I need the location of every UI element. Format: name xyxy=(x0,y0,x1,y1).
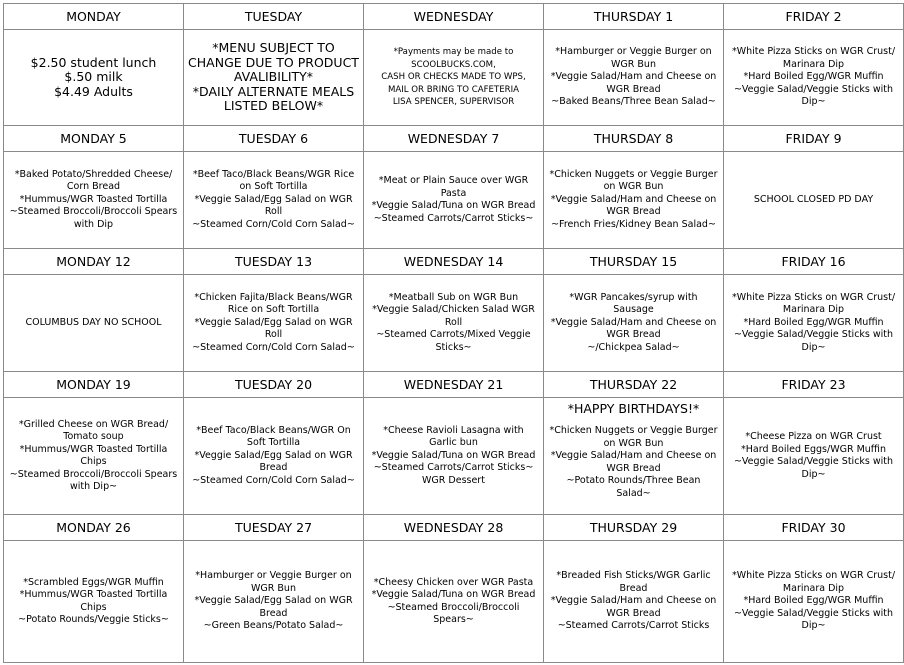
day-header-thursday: THURSDAY 22 xyxy=(544,372,724,398)
menu-cell-wednesday xyxy=(364,152,544,249)
menu-line: *Baked Potato/Shredded Cheese/ Corn Bread xyxy=(14,168,173,193)
menu-line: *Cheesy Chicken over WGR Pasta xyxy=(373,576,534,588)
menu-cell-tuesday xyxy=(184,152,364,249)
week-header-row xyxy=(4,372,904,398)
menu-line: *Veggie Salad/Egg Salad on WGR Roll xyxy=(194,193,353,218)
menu-line: *White Pizza Sticks on WGR Crust/ Marinara Dip xyxy=(731,46,896,70)
menu-line: *Scrambled Eggs/WGR Muffin xyxy=(23,576,164,588)
menu-line: *Chicken Fajita/Black Beans/WGR Rice on Soft Tortilla xyxy=(194,291,353,316)
menu-cell-friday xyxy=(724,398,904,515)
menu-cell-tuesday xyxy=(184,541,364,663)
menu-cell-monday xyxy=(4,398,184,515)
week-header-row xyxy=(4,126,904,152)
menu-line: ~/Chickpea Salad~ xyxy=(587,341,680,353)
menu-line: *Payments may be made to SCOOLBUCKS.COM, xyxy=(393,47,514,70)
week-header-row xyxy=(4,249,904,275)
menu-line: *Meatball Sub on WGR Bun xyxy=(388,291,519,303)
menu-line: ~Steamed Broccoli/Broccoli Spears with Dip xyxy=(9,206,178,230)
menu-line: *Meat or Plain Sauce over WGR Pasta xyxy=(378,175,529,199)
day-header-tuesday: TUESDAY 6 xyxy=(184,126,364,152)
menu-line: *Chicken Nuggets or Veggie Burger on WGR Bun xyxy=(549,425,718,449)
day-header-tuesday: TUESDAY 20 xyxy=(184,372,364,398)
day-header-wednesday: WEDNESDAY 14 xyxy=(364,249,544,275)
day-header-monday: MONDAY 5 xyxy=(4,126,184,152)
menu-line: ~Steamed Corn/Cold Corn Salad~ xyxy=(192,341,355,353)
menu-line: CASH OR CHECKS MADE TO WPS, xyxy=(381,72,526,83)
menu-line: ~Steamed Corn/Cold Corn Salad~ xyxy=(192,474,355,486)
menu-line: *Veggie Salad/Egg Salad on WGR Bread xyxy=(194,595,353,619)
day-header-wednesday: WEDNESDAY xyxy=(364,4,544,30)
day-header-friday: FRIDAY 2 xyxy=(724,4,904,30)
day-header-monday: MONDAY 19 xyxy=(4,372,184,398)
menu-line: *Veggie Salad/Tuna on WGR Bread xyxy=(371,449,536,461)
menu-cell-monday xyxy=(4,30,184,126)
day-header-monday: MONDAY xyxy=(4,4,184,30)
menu-line: WGR Dessert xyxy=(422,474,485,486)
menu-line: *Hummus/WGR Toasted Tortilla Chips xyxy=(19,589,168,613)
menu-line: *MENU SUBJECT TO CHANGE DUE TO PRODUCT AVALIBILITY* xyxy=(188,40,359,85)
menu-cell-wednesday xyxy=(364,30,544,126)
menu-line: *Veggie Salad/Ham and Cheese on WGR Bread xyxy=(550,316,717,341)
menu-cell-thursday xyxy=(544,398,724,515)
menu-cell-friday xyxy=(724,275,904,372)
day-header-thursday: THURSDAY 1 xyxy=(544,4,724,30)
menu-line: *Cheese Ravioli Lasagna with Garlic bun xyxy=(383,424,524,449)
day-header-tuesday: TUESDAY 27 xyxy=(184,515,364,541)
week-header-row xyxy=(4,515,904,541)
day-header-friday: FRIDAY 16 xyxy=(724,249,904,275)
day-header-wednesday: WEDNESDAY 7 xyxy=(364,126,544,152)
menu-cell-wednesday xyxy=(364,398,544,515)
menu-line: ~Steamed Broccoli/Broccoli Spears with Dip~ xyxy=(9,468,178,492)
lunch-menu-calendar xyxy=(3,3,904,663)
menu-line: ~Veggie Salad/Veggie Sticks with Dip~ xyxy=(733,329,894,353)
menu-line: ~French Fries/Kidney Bean Salad~ xyxy=(551,218,716,230)
menu-line: *White Pizza Sticks on WGR Crust/ Marinara Dip xyxy=(731,570,896,594)
menu-line: ~Potato Rounds/Three Bean Salad~ xyxy=(566,475,701,499)
menu-line: ~Steamed Corn/Cold Corn Salad~ xyxy=(192,218,355,230)
menu-line: ~Veggie Salad/Veggie Sticks with Dip~ xyxy=(733,607,894,632)
menu-line: *Veggie Salad/Chicken Salad WGR Roll xyxy=(372,304,535,328)
day-header-thursday: THURSDAY 8 xyxy=(544,126,724,152)
menu-line: $4.49 Adults xyxy=(54,83,133,99)
menu-cell-thursday xyxy=(544,275,724,372)
menu-cell-monday xyxy=(4,152,184,249)
menu-line: ~Steamed Broccoli/Broccoli Spears~ xyxy=(387,601,520,625)
menu-line: ~Steamed Carrots/Mixed Veggie Sticks~ xyxy=(376,329,531,353)
menu-cell-tuesday xyxy=(184,30,364,126)
menu-line: *Veggie Salad/Tuna on WGR Bread xyxy=(371,589,536,600)
menu-line: COLUMBUS DAY NO SCHOOL xyxy=(25,316,162,328)
menu-line: ~Steamed Carrots/Carrot Sticks xyxy=(557,620,710,632)
menu-cell-thursday xyxy=(544,152,724,249)
menu-cell-tuesday xyxy=(184,398,364,515)
menu-line: *Veggie Salad/Egg Salad on WGR Bread xyxy=(194,449,353,474)
menu-line: ~Green Beans/Potato Salad~ xyxy=(203,620,344,632)
menu-cell-friday xyxy=(724,541,904,663)
menu-line: *Hard Boiled Egg/WGR Muffin xyxy=(743,71,884,83)
menu-cell-friday xyxy=(724,152,904,249)
menu-line: *Veggie Salad/Egg Salad on WGR Roll xyxy=(194,316,353,341)
menu-line: ~Baked Beans/Three Bean Salad~ xyxy=(551,96,716,108)
menu-line: ~Steamed Carrots/Carrot Sticks~ xyxy=(373,462,534,474)
menu-line: *Hamburger or Veggie Burger on WGR Bun xyxy=(555,46,712,70)
week-menu-row xyxy=(4,275,904,372)
day-header-friday: FRIDAY 30 xyxy=(724,515,904,541)
menu-line: *White Pizza Sticks on WGR Crust/ Marinara Dip xyxy=(731,291,896,316)
calendar-body xyxy=(4,4,904,663)
menu-line: *Grilled Cheese on WGR Bread/ Tomato soup xyxy=(18,418,169,442)
menu-line: *Cheese Pizza on WGR Crust xyxy=(745,431,882,442)
menu-line: *Chicken Nuggets or Veggie Burger on WGR Bun xyxy=(549,168,718,193)
day-header-thursday: THURSDAY 15 xyxy=(544,249,724,275)
menu-line: *Beef Taco/Black Beans/WGR On Soft Tortilla xyxy=(196,424,351,449)
menu-line: SCHOOL CLOSED PD DAY xyxy=(753,193,874,205)
menu-line: LISA SPENCER, SUPERVISOR xyxy=(392,97,515,108)
menu-line: *WGR Pancakes/syrup with Sausage xyxy=(569,291,698,316)
menu-line: ~Potato Rounds/Veggie Sticks~ xyxy=(18,614,169,625)
day-header-wednesday: WEDNESDAY 28 xyxy=(364,515,544,541)
menu-line: $2.50 student lunch xyxy=(30,54,157,70)
day-header-tuesday: TUESDAY 13 xyxy=(184,249,364,275)
menu-line: *Veggie Salad/Ham and Cheese on WGR Bread xyxy=(550,71,717,95)
menu-cell-monday xyxy=(4,275,184,372)
menu-line: MAIL OR BRING TO CAFETERIA xyxy=(387,84,520,95)
week-menu-row xyxy=(4,152,904,249)
menu-cell-monday xyxy=(4,541,184,663)
day-header-wednesday: WEDNESDAY 21 xyxy=(364,372,544,398)
menu-cell-tuesday xyxy=(184,275,364,372)
menu-line: *DAILY ALTERNATE MEALS LISTED BELOW* xyxy=(192,83,355,114)
week-menu-row xyxy=(4,398,904,515)
menu-line: *Hard Boiled Eggs/WGR Muffin xyxy=(740,443,887,455)
day-header-monday: MONDAY 12 xyxy=(4,249,184,275)
menu-line: *Breaded Fish Sticks/WGR Garlic Bread xyxy=(556,570,711,594)
menu-line: *Veggie Salad/Tuna on WGR Bread xyxy=(371,200,536,211)
menu-line: ~Veggie Salad/Veggie Sticks with Dip~ xyxy=(733,83,894,108)
day-header-monday: MONDAY 26 xyxy=(4,515,184,541)
menu-cell-wednesday xyxy=(364,541,544,663)
week-header-row xyxy=(4,4,904,30)
menu-line: *Hummus/WGR Toasted Tortilla Chips xyxy=(19,443,168,467)
menu-cell-thursday xyxy=(544,30,724,126)
menu-cell-friday xyxy=(724,30,904,126)
birthday-banner: *HAPPY BIRTHDAYS!* xyxy=(567,401,700,416)
menu-line: ~Veggie Salad/Veggie Sticks with Dip~ xyxy=(733,456,894,480)
menu-line: *Hamburger or Veggie Burger on WGR Bun xyxy=(195,570,352,594)
day-header-thursday: THURSDAY 29 xyxy=(544,515,724,541)
menu-cell-wednesday xyxy=(364,275,544,372)
week-menu-row xyxy=(4,541,904,663)
menu-line: *Hard Boiled Egg/WGR Muffin xyxy=(743,316,884,328)
menu-cell-thursday xyxy=(544,541,724,663)
menu-line: *Beef Taco/Black Beans/WGR Rice on Soft Tortilla xyxy=(192,168,355,193)
menu-line: ~Steamed Carrots/Carrot Sticks~ xyxy=(373,212,534,224)
day-header-friday: FRIDAY 9 xyxy=(724,126,904,152)
menu-line: *Hummus/WGR Toasted Tortilla xyxy=(19,193,168,205)
menu-line: *Veggie Salad/Ham and Cheese on WGR Bread xyxy=(550,595,717,619)
day-header-friday: FRIDAY 23 xyxy=(724,372,904,398)
menu-line: *Veggie Salad/Ham and Cheese on WGR Bread xyxy=(550,193,717,218)
menu-line: *Veggie Salad/Ham and Cheese on WGR Bread xyxy=(550,450,717,474)
menu-line: $.50 milk xyxy=(64,69,123,85)
week-menu-row xyxy=(4,30,904,126)
menu-line: *Hard Boiled Egg/WGR Muffin xyxy=(743,595,884,607)
day-header-tuesday: TUESDAY xyxy=(184,4,364,30)
